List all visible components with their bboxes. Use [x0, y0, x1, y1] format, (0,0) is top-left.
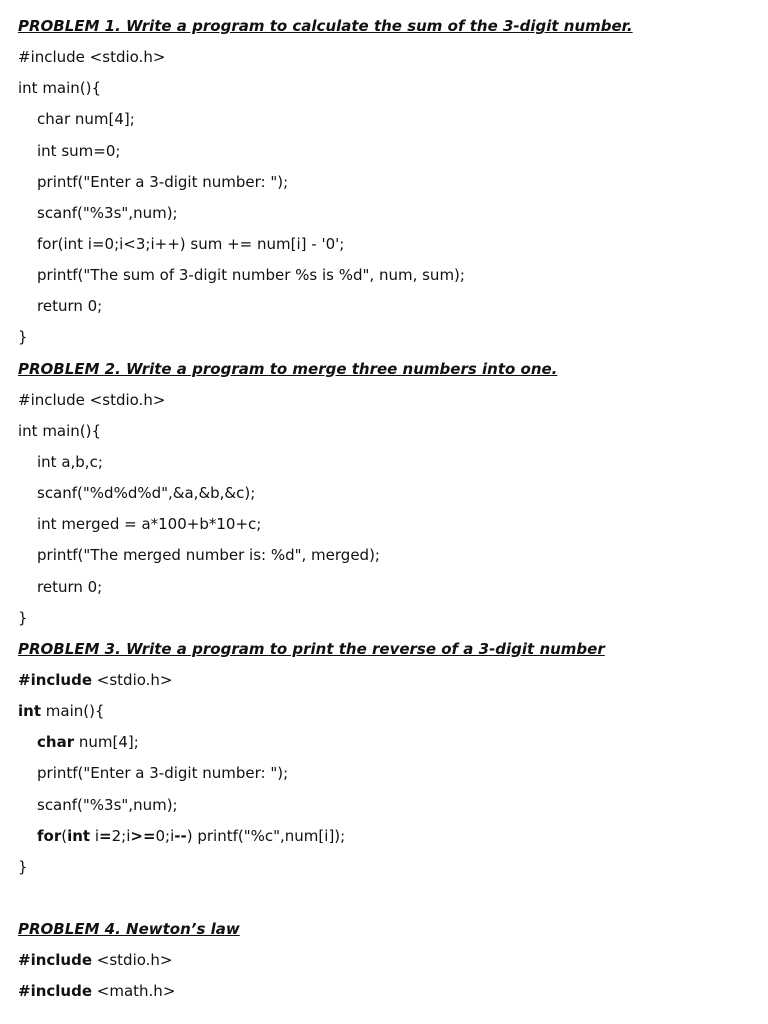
- code-line: int a,b,c;: [37, 452, 103, 471]
- code-line: scanf("%3s",num);: [37, 203, 178, 222]
- code-text: <math.h>: [92, 982, 176, 1001]
- problem-1-heading: PROBLEM 1. Write a program to calculate the sum of the 3-digit number.: [18, 17, 633, 35]
- problem-2-heading: PROBLEM 2. Write a program to merge three numbers into one.: [18, 359, 558, 378]
- code-line: printf("Enter a 3-digit number: ");: [37, 764, 289, 783]
- code-line: scanf("%3s",num);: [37, 795, 178, 814]
- code-line: printf("Enter a 3-digit number: ");: [37, 172, 289, 191]
- code-text: i: [90, 826, 100, 845]
- code-line: [18, 945, 758, 976]
- keyword: #include: [18, 951, 93, 970]
- code-text: num[4];: [74, 733, 139, 752]
- code-line: }: [18, 328, 28, 347]
- code-line: [18, 665, 758, 696]
- code-text: ) printf("%c",num[i]);: [186, 826, 346, 845]
- code-line: }: [18, 857, 28, 876]
- code-text: main(){: [41, 702, 105, 721]
- code-line: [18, 976, 758, 1007]
- keyword: int: [18, 702, 41, 721]
- code-line: int main(){: [18, 421, 102, 440]
- code-line: return 0;: [37, 297, 103, 316]
- keyword: #include: [18, 670, 93, 689]
- code-line: printf("The merged number is: %d", merged);: [37, 546, 380, 565]
- code-text: 0;i: [155, 826, 175, 845]
- code-line: int sum=0;: [37, 141, 121, 160]
- blank-line: [18, 883, 758, 914]
- operator: =: [99, 826, 112, 845]
- keyword: #include: [18, 982, 93, 1001]
- document-body: [18, 11, 758, 1008]
- code-line: [18, 727, 758, 758]
- code-text: <stdio.h>: [92, 951, 173, 970]
- code-line: [18, 696, 758, 727]
- code-line: int merged = a*100+b*10+c;: [37, 515, 262, 534]
- code-line: char num[4];: [37, 110, 135, 129]
- code-text: <stdio.h>: [92, 670, 173, 689]
- code-line: }: [18, 608, 28, 627]
- keyword: char: [37, 733, 75, 752]
- code-line: #include <stdio.h>: [18, 390, 166, 409]
- code-text: 2;i: [111, 826, 131, 845]
- code-line: #include <stdio.h>: [18, 48, 166, 67]
- keyword: for: [37, 826, 62, 845]
- code-line: int main(){: [18, 79, 102, 98]
- code-line: return 0;: [37, 577, 103, 596]
- problem-4-heading: PROBLEM 4. Newton’s law: [18, 920, 240, 939]
- code-line: [18, 821, 758, 852]
- operator: >=: [130, 826, 156, 845]
- code-line: scanf("%d%d%d",&a,&b,&c);: [37, 484, 256, 503]
- code-line: printf("The sum of 3-digit number %s is %d", num, sum);: [37, 266, 465, 285]
- code-text: (: [61, 826, 68, 845]
- problem-3-heading: PROBLEM 3. Write a program to print the reverse of a 3-digit number: [18, 639, 605, 658]
- keyword: int: [67, 826, 91, 845]
- operator: --: [174, 826, 187, 845]
- code-line: for(int i=0;i<3;i++) sum += num[i] - '0';: [37, 234, 345, 253]
